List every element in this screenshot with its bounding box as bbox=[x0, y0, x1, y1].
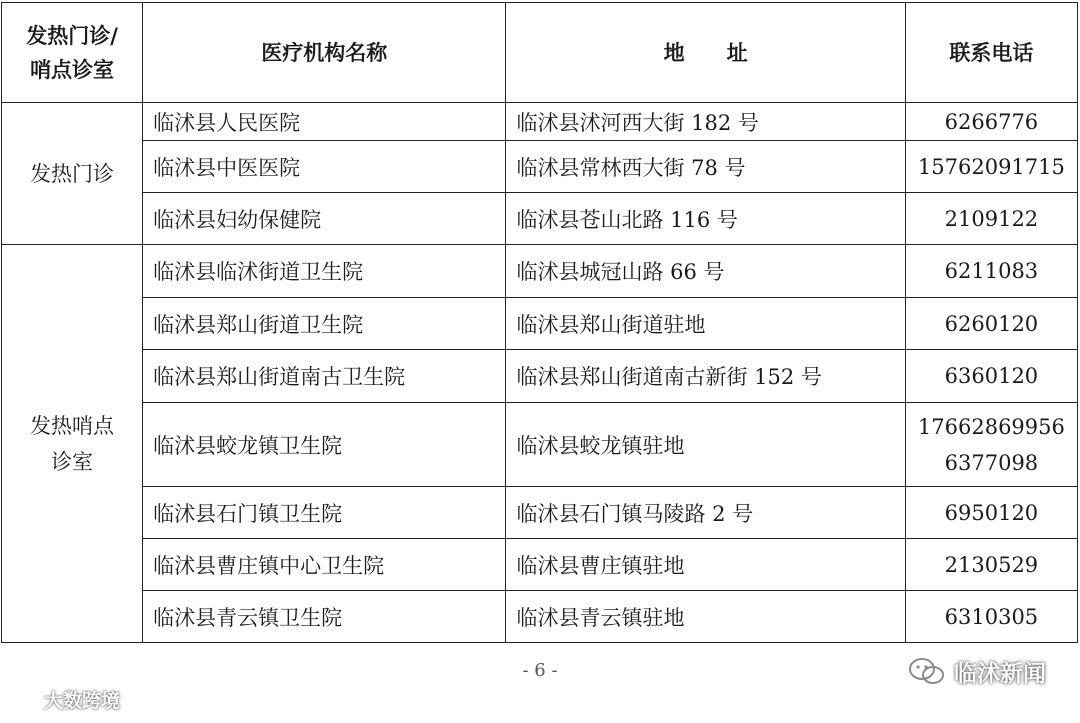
facility-name: 临沭县临沭街道卫生院 bbox=[143, 245, 506, 298]
facility-address: 临沭县苍山北路 116 号 bbox=[506, 193, 905, 245]
facility-name: 临沭县蛟龙镇卫生院 bbox=[143, 403, 506, 487]
header-category-line1: 发热门诊/ bbox=[26, 22, 118, 48]
header-category bbox=[2, 3, 143, 103]
facility-phone: 2109122 bbox=[905, 193, 1077, 245]
table-row bbox=[2, 591, 1078, 643]
circle-logo-icon bbox=[8, 688, 38, 712]
facility-phone: 6310305 bbox=[905, 591, 1077, 643]
header-row bbox=[2, 3, 1078, 103]
category-cell-fever-sentinel bbox=[2, 245, 143, 643]
header-name: 医疗机构名称 bbox=[143, 3, 506, 103]
category-line1: 发热哨点 bbox=[30, 413, 115, 438]
facility-address: 临沭县郑山街道南古新街 152 号 bbox=[506, 350, 905, 403]
facility-table bbox=[1, 2, 1078, 643]
page-number: - 6 - bbox=[522, 660, 558, 681]
category-line2: 诊室 bbox=[51, 449, 94, 474]
table-row bbox=[2, 403, 1078, 487]
table-row bbox=[2, 298, 1078, 350]
table-row bbox=[2, 103, 1078, 141]
facility-phone: 6260120 bbox=[905, 298, 1077, 350]
facility-phone: 6950120 bbox=[905, 487, 1077, 539]
phone-line2: 6377098 bbox=[944, 450, 1039, 475]
watermark-right-text: 临沭新闻 bbox=[954, 661, 1046, 687]
header-category-line2: 哨点诊室 bbox=[30, 56, 115, 82]
header-phone: 联系电话 bbox=[905, 3, 1077, 103]
phone-line1: 17662869956 bbox=[917, 414, 1065, 439]
facility-name: 临沭县妇幼保健院 bbox=[143, 193, 506, 245]
facility-name: 临沭县青云镇卫生院 bbox=[143, 591, 506, 643]
table-row bbox=[2, 245, 1078, 298]
table-row bbox=[2, 487, 1078, 539]
table-row bbox=[2, 350, 1078, 403]
facility-address: 临沭县城冠山路 66 号 bbox=[506, 245, 905, 298]
facility-address: 临沭县郑山街道驻地 bbox=[506, 298, 905, 350]
facility-address: 临沭县沭河西大街 182 号 bbox=[506, 103, 905, 141]
header-address: 地 址 bbox=[506, 3, 905, 103]
facility-address: 临沭县青云镇驻地 bbox=[506, 591, 905, 643]
facility-name: 临沭县郑山街道卫生院 bbox=[143, 298, 506, 350]
table-row bbox=[2, 141, 1078, 193]
facility-address: 临沭县石门镇马陵路 2 号 bbox=[506, 487, 905, 539]
table-row bbox=[2, 539, 1078, 591]
facility-address: 临沭县蛟龙镇驻地 bbox=[506, 403, 905, 487]
watermark-left bbox=[8, 686, 120, 713]
watermark-left-text: 大数跨境 bbox=[44, 690, 121, 712]
facility-address: 临沭县曹庄镇驻地 bbox=[506, 539, 905, 591]
category-cell-fever-clinic: 发热门诊 bbox=[2, 103, 143, 245]
facility-phone: 6211083 bbox=[905, 245, 1077, 298]
wechat-icon bbox=[908, 657, 946, 687]
facility-address: 临沭县常林西大街 78 号 bbox=[506, 141, 905, 193]
facility-phone bbox=[905, 403, 1077, 487]
facility-name: 临沭县石门镇卫生院 bbox=[143, 487, 506, 539]
watermark-right bbox=[908, 655, 1046, 688]
facility-name: 临沭县人民医院 bbox=[143, 103, 506, 141]
facility-name: 临沭县中医医院 bbox=[143, 141, 506, 193]
table-row bbox=[2, 193, 1078, 245]
facility-phone: 6266776 bbox=[905, 103, 1077, 141]
facility-phone: 6360120 bbox=[905, 350, 1077, 403]
facility-phone: 15762091715 bbox=[905, 141, 1077, 193]
facility-name: 临沭县郑山街道南古卫生院 bbox=[143, 350, 506, 403]
facility-name: 临沭县曹庄镇中心卫生院 bbox=[143, 539, 506, 591]
facility-phone: 2130529 bbox=[905, 539, 1077, 591]
